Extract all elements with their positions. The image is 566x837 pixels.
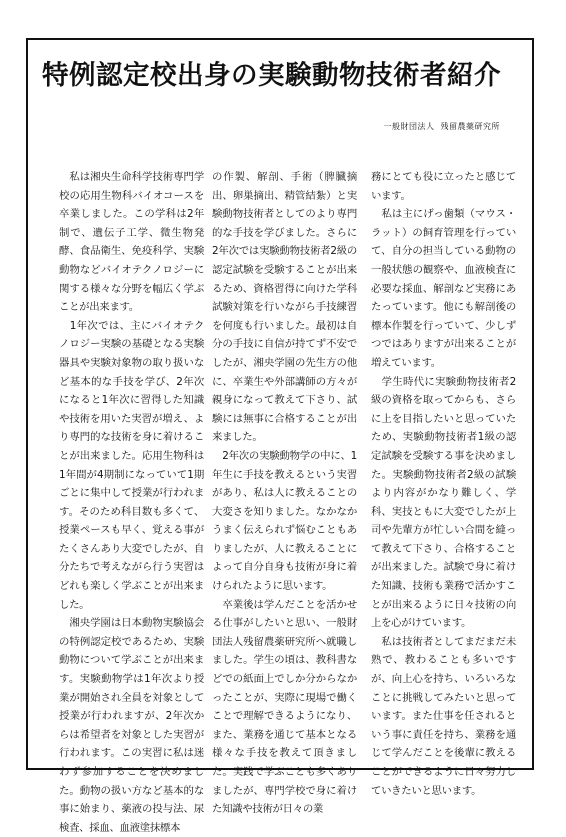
paragraph: の作製、解剖、手術（脾臓摘出、卵巣摘出、精管結紮）と実験動物技術者としてのより専門的な手技を学びました。さらに2年次では実験動物技術者2級の認定試験を受験することが出来るため、資格習得に向けた学科試験対策を行いながら手技練習を何度も行いました。最初は自分の手技に自信が持てず不安でしたが、湘央学園の先生方の他に、卒業生や外部講師の方々が親身になって教えて下さり、試験には無事に合格することが出来ました。: [212, 171, 357, 444]
paragraph: 学生時代に実験動物技術者2級の資格を取ってからも、さらに上を目指したいと思っていたため、実験動物技術者1級の認定試験を受験する事を決めました。実験動物技術者2級の試験より内容がかなり難しく、学科、実技ともに大変でしたが上司や先輩方が忙しい合間を縫って教えて下さり、合格することが出来ました。試験で身に着けた知識、技術も業務で活かすことが出来るように日々技術の向上を心がけています。: [371, 375, 516, 630]
text-column-3: [371, 168, 516, 800]
text-column-1: [59, 168, 204, 837]
paragraph: 湘央学園は日本動物実験協会の特例認定校であるため、実験動物について学ぶことが出来ます。実験動物学は1年次より授業が開始され全員を対象として授業が行われますが、2年次からは希望者を対象とした実習が行われます。この実習に私は迷わず参加することを決めました。動物の扱い方など基本的な事に始まり、薬液の投与法、尿検査、採血、血液塗抹標本: [59, 617, 205, 834]
author-organization: [300, 121, 500, 132]
paragraph: 私は主にげっ歯類（マウス・ラット）の飼育管理を行っていて、自分の担当している動物の一般状態の観察や、血液検査に必要な採血、解剖など実務にあたっています。他にも解剖後の標本作製を行っていて、少しずつではありますが出来ることが増えています。: [371, 208, 516, 369]
organization-type: 一般財団法人: [383, 122, 435, 131]
paragraph: 務にとても役に立ったと感じています。: [371, 171, 516, 202]
text-column-2: [212, 168, 357, 819]
paragraph: 2年次の実験動物学の中に、1年生に手技を教えるという実習があり、私は人に教えることの大変さを知りました。なかなかうまく伝えられず悩むこともありましたが、人に教えることによって自分自身も技術が身に着けられたように思います。: [212, 449, 357, 593]
paragraph: 私は湘央生命科学技術専門学校の応用生物科バイオコースを卒業しました。この学科は2年制で、遺伝子工学、微生物発酵、食品衛生、免疫科学、実験動物などバイオテクノロジーに関する様々な分野を幅広く学ぶことが出来ます。: [59, 171, 205, 314]
paragraph: 1年次では、主にバイオテクノロジー実験の基礎となる実験器具や実験対象物の取り扱いなど基本的な手技を学び、2年次になると1年次に習得した知識や技術を用いた実習が増え、より専門的な技術を身に着けることが出来ました。応用生物科は1年間が4期制になっていて1期ごとに集中して授業が行われます。そのため科目数も多くて、授業ペースも早く、覚える事がたくさんあり大変でしたが、自分たちで考えながら行う実習はどれも楽しく学ぶことが出来ました。: [59, 319, 205, 611]
article-title: 特例認定校出身の実験動物技術者紹介: [42, 60, 501, 91]
paragraph: 私は技術者としてまだまだ未熟で、教わることも多いですが、向上心を持ち、いろいろなことに挑戦してみたいと思っています。また仕事を任されるという事に責任を持ち、業務を通じて学んだことを後輩に教えることができるように日々努力していきたいと思います。: [371, 635, 517, 797]
organization-name: 残留農薬研究所: [440, 122, 500, 131]
paragraph: 卒業後は学んだことを活かせる仕事がしたいと思い、一般財団法人残留農薬研究所へ就職しました。学生の頃は、教科書などでの紙面上でしか分からなかったことが、実際に現場で働くことで理解できるようになり、また、業務を通じて基本となる様々な手技を教えて頂きました。実践で学ぶことも多くありましたが、専門学校で身に着けた知識や技術が日々の業: [212, 598, 358, 816]
